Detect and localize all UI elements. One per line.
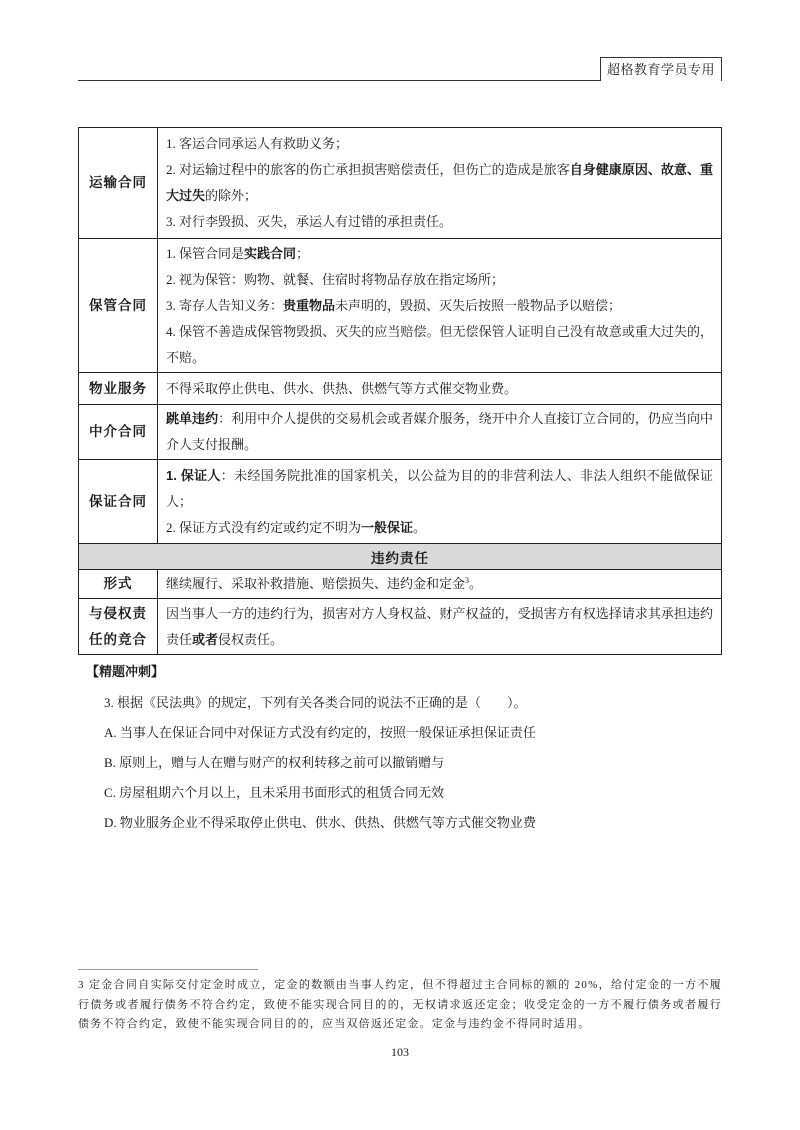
option-a: A. 当事人在保证合同中对保证方式没有约定的，按照一般保证承担保证责任 xyxy=(104,725,536,740)
row-label-agency: 中介合同 xyxy=(79,405,158,460)
concurrence-text-body: 因当事人一方的违约行为，损害对方人身权益、财产权益的，受损害方有权选择请求其承担违约责任 xyxy=(166,605,713,647)
concurrence-text xyxy=(166,601,713,653)
row-content-property xyxy=(158,373,722,405)
transport-item-2-text: 2. 对运输过程中的旅客的伤亡承担损害赔偿责任，但伤亡的造成是旅客 xyxy=(166,162,570,177)
practice-title-text: 【精题冲刺】 xyxy=(86,664,165,679)
custody-item-3-text: 3. 寄存人告知义务： xyxy=(166,297,284,313)
custody-item-2: 2. 视为保管：购物、就餐、住宿时将物品存放在指定场所； xyxy=(166,271,505,287)
row-label-transport: 运输合同 xyxy=(79,128,158,239)
emphasis-text: 跳单违约 xyxy=(166,411,219,426)
custody-item-4: 4. 保管不善造成保管物毁损、灭失的应当赔偿。但无偿保管人证明自己没有故意或重大过失的，不赔。 xyxy=(166,323,713,365)
forms-text-body: 继续履行、采取补救措施、赔偿损失、违约金和定金 xyxy=(166,576,466,591)
row-content-guarantee xyxy=(158,460,722,544)
custody-item-3 xyxy=(166,293,713,319)
property-text: 不得采取停止供电、供水、供热、供燃气等方式催交物业费。 xyxy=(166,380,518,396)
row-content-forms xyxy=(158,570,722,599)
guarantee-item-2-tail: 。 xyxy=(413,519,427,535)
agency-text-body: ：利用中介人提供的交易机会或者媒介服务，绕开中介人直接订立合同的，仍应当向中介人支付报酬。 xyxy=(166,411,713,452)
transport-item-2 xyxy=(166,157,713,209)
emphasis-text: 实践合同 xyxy=(244,245,297,261)
footnote-number: 3 xyxy=(78,979,85,991)
practice-title xyxy=(78,659,722,685)
forms-text-end: 。 xyxy=(469,576,483,591)
question-stem: 3. 根据《民法典》的规定，下列有关各类合同的说法不正确的是（ ）。 xyxy=(104,695,527,710)
guarantee-item-1-body: ：未经国务院批准的国家机关，以公益为目的的非营利法人、非法人组织不能做保证人； xyxy=(166,467,713,509)
knowledge-table xyxy=(78,127,722,655)
header-badge: 超格教育学员专用 xyxy=(600,57,722,81)
row-label-forms: 形式 xyxy=(79,570,158,599)
option-d: D. 物业服务企业不得采取停止供电、供水、供热、供燃气等方式催交物业费 xyxy=(104,815,536,830)
table-row-guarantee xyxy=(79,460,722,544)
section-title-liability: 违约责任 xyxy=(79,544,722,570)
emphasis-text: 一般保证 xyxy=(361,519,414,535)
emphasis-text: 或者 xyxy=(192,631,219,647)
table-row-transport xyxy=(79,128,722,239)
row-label-custody: 保管合同 xyxy=(79,239,158,373)
table-section-header xyxy=(79,544,722,570)
custody-item-1 xyxy=(166,241,713,267)
row-content-agency xyxy=(158,405,722,460)
row-label-concurrence: 与侵权责任的竞合 xyxy=(79,599,158,655)
guarantee-item-2 xyxy=(166,515,713,541)
page-number: 103 xyxy=(391,1045,409,1059)
emphasis-text: 自身健康原因、故意、重大过失 xyxy=(166,162,713,203)
emphasis-text: 1. 保证人 xyxy=(166,467,221,483)
concurrence-text-tail: 侵权责任。 xyxy=(218,631,284,647)
row-label-guarantee: 保证合同 xyxy=(79,460,158,544)
table-row-agency xyxy=(79,405,722,460)
row-content-concurrence xyxy=(158,599,722,655)
forms-text xyxy=(166,571,713,597)
table-row-concurrence xyxy=(79,599,722,655)
guarantee-item-2-text: 2. 保证方式没有约定或约定不明为 xyxy=(166,519,362,535)
row-content-custody xyxy=(158,239,722,373)
transport-item-3: 3. 对行李毁损、灭失，承运人有过错的承担责任。 xyxy=(166,214,453,229)
transport-item-1: 1. 客运合同承运人有救助义务； xyxy=(166,136,349,151)
option-c: C. 房屋租期六个月以上，且未采用书面形式的租赁合同无效 xyxy=(104,785,445,800)
transport-item-2-tail: 的除外； xyxy=(205,188,258,203)
custody-item-3-tail: 未声明的，毁损、灭失后按照一般物品予以赔偿； xyxy=(335,297,622,313)
footnote xyxy=(78,976,722,1035)
table-row-property xyxy=(79,373,722,405)
footnote-rule xyxy=(78,969,258,970)
table-row-forms xyxy=(79,570,722,599)
row-content-transport xyxy=(158,128,722,239)
guarantee-item-1 xyxy=(166,463,713,515)
custody-item-1-tail: ； xyxy=(296,245,310,261)
emphasis-text: 贵重物品 xyxy=(283,297,336,313)
footnote-text: 定金合同自实际交付定金时成立，定金的数额由当事人约定，但不得超过主合同标的额的 20%，给付定金的一方不履行债务或者履行债务不符合约定，致使不能实现合同目的的，无权请求返还定金；收受定金的一方不履行债务或者履行债务不符合约定，致使不能实现合同目的的，应当双倍返还定金。定金与违约金不得同时适用。 xyxy=(78,979,722,1030)
table-row-custody xyxy=(79,239,722,373)
option-b: B. 原则上，赠与人在赠与财产的权利转移之前可以撤销赠与 xyxy=(104,755,445,770)
custody-item-1-text: 1. 保管合同是 xyxy=(166,245,245,261)
practice-section xyxy=(78,659,722,838)
footnote-reference: 3 xyxy=(465,576,470,585)
row-label-property: 物业服务 xyxy=(79,373,158,405)
agency-text xyxy=(166,406,713,458)
